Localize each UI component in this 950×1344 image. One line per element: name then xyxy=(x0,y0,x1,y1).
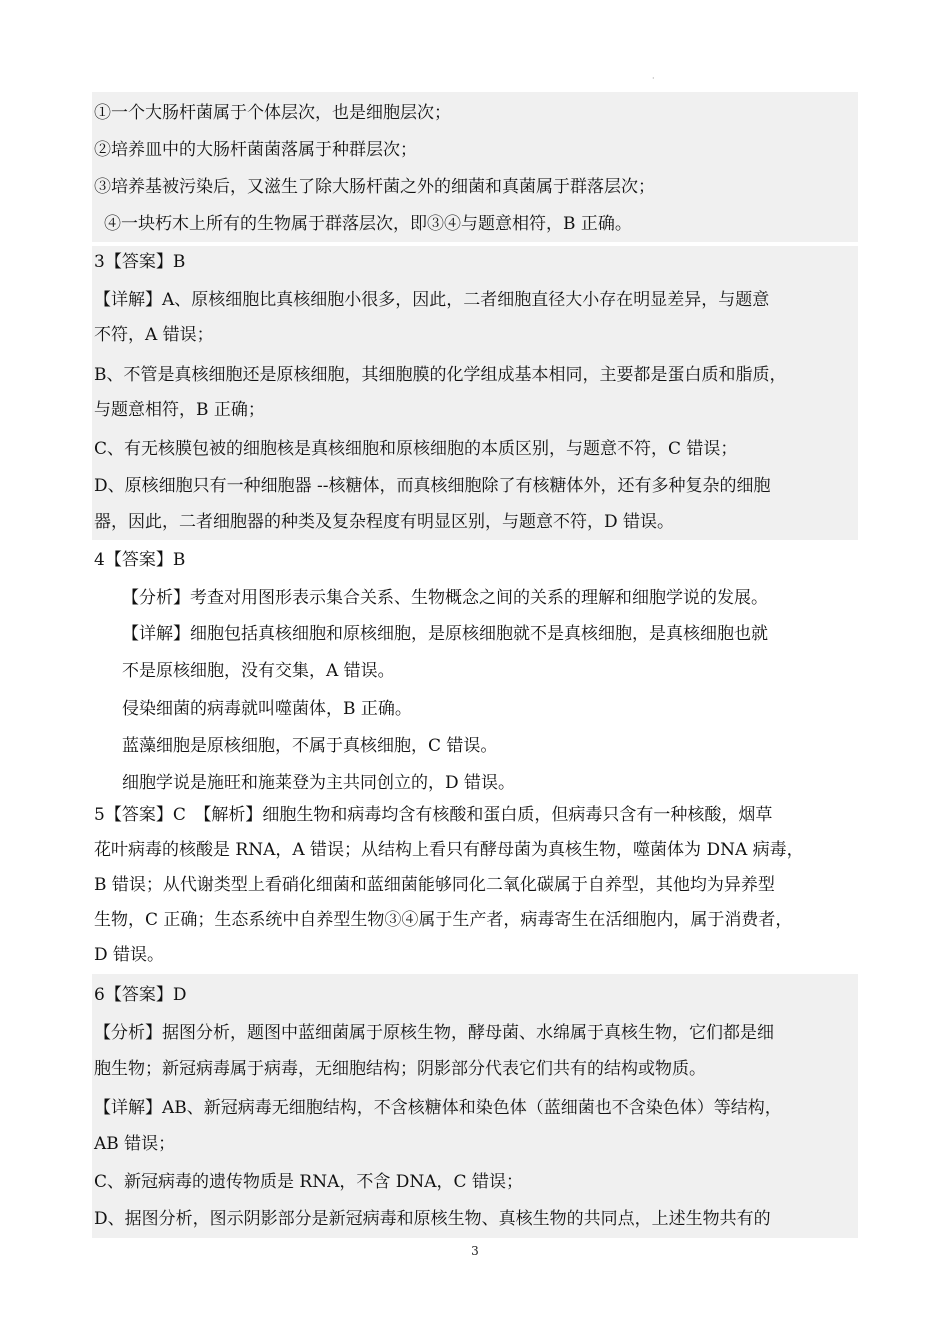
text-line: 6【答案】D xyxy=(94,985,187,1005)
text-line: 4【答案】B xyxy=(94,550,186,570)
text-line: ①一个大肠杆菌属于个体层次，也是细胞层次； xyxy=(94,103,451,123)
text-line: 侵染细菌的病毒就叫噬菌体，B 正确。 xyxy=(122,699,412,719)
text-line: D、据图分析，图示阴影部分是新冠病毒和原核生物、真核生物的共同点，上述生物共有的 xyxy=(94,1209,771,1229)
text-line: 【详解】细胞包括真核细胞和原核细胞，是原核细胞就不是真核细胞，是真核细胞也就 xyxy=(122,624,768,644)
text-line: 胞生物；新冠病毒属于病毒，无细胞结构；阴影部分代表它们共有的结构或物质。 xyxy=(94,1059,706,1079)
text-line: B、不管是真核细胞还是原核细胞，其细胞膜的化学组成基本相同，主要都是蛋白质和脂质， xyxy=(94,365,787,385)
text-line: 5【答案】C 【解析】细胞生物和病毒均含有核酸和蛋白质，但病毒只含有一种核酸，烟草 xyxy=(94,805,773,825)
text-line: 【详解】A、原核细胞比真核细胞小很多，因此，二者细胞直径大小存在明显差异，与题意 xyxy=(94,290,770,310)
text-line: AB 错误； xyxy=(94,1134,176,1154)
text-line: C、有无核膜包被的细胞核是真核细胞和原核细胞的本质区别，与题意不符，C 错误； xyxy=(94,439,738,459)
text-line: 生物，C 正确；生态系统中自养型生物③④属于生产者，病毒寄生在活细胞内，属于消费者， xyxy=(94,910,793,930)
text-line: 蓝藻细胞是原核细胞，不属于真核细胞，C 错误。 xyxy=(122,736,498,756)
text-line: 器，因此，二者细胞器的种类及复杂程度有明显区别，与题意不符，D 错误。 xyxy=(94,512,675,532)
text-line: 不符，A 错误； xyxy=(94,325,214,345)
corner-mark: · xyxy=(652,74,655,83)
text-line: D 错误。 xyxy=(94,945,165,965)
text-line: ④一块朽木上所有的生物属于群落层次，即③④与题意相符，B 正确。 xyxy=(104,214,632,234)
text-line: ②培养皿中的大肠杆菌菌落属于种群层次； xyxy=(94,140,417,160)
text-line: 不是原核细胞，没有交集，A 错误。 xyxy=(122,661,395,681)
text-line: 花叶病毒的核酸是 RNA，A 错误；从结构上看只有酵母菌为真核生物，噬菌体为 DNA 病毒， xyxy=(94,840,804,860)
text-line: B 错误；从代谢类型上看硝化细菌和蓝细菌能够同化二氧化碳属于自养型，其他均为异养型 xyxy=(94,875,775,895)
text-line: ③培养基被污染后，又滋生了除大肠杆菌之外的细菌和真菌属于群落层次； xyxy=(94,177,655,197)
text-line: 【分析】据图分析，题图中蓝细菌属于原核生物，酵母菌、水绵属于真核生物，它们都是细 xyxy=(94,1023,774,1043)
text-line: 3【答案】B xyxy=(94,252,186,272)
page-number: 3 xyxy=(471,1244,479,1258)
text-line: C、新冠病毒的遗传物质是 RNA，不含 DNA，C 错误； xyxy=(94,1172,523,1192)
text-line: 与题意相符，B 正确； xyxy=(94,400,265,420)
text-line: 【分析】考查对用图形表示集合关系、生物概念之间的关系的理解和细胞学说的发展。 xyxy=(122,588,768,608)
text-line: 【详解】AB、新冠病毒无细胞结构，不含核糖体和染色体（蓝细菌也不含染色体）等结构， xyxy=(94,1098,782,1118)
text-line: D、原核细胞只有一种细胞器 --核糖体，而真核细胞除了有核糖体外，还有多种复杂的细胞 xyxy=(94,476,771,496)
text-line: 细胞学说是施旺和施莱登为主共同创立的，D 错误。 xyxy=(122,773,516,793)
